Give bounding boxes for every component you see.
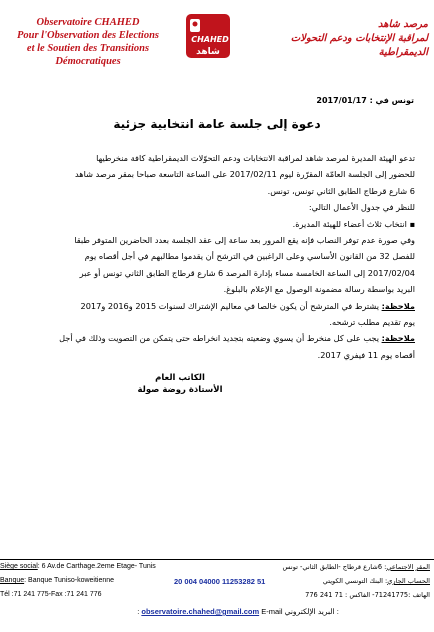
note-2-label: ملاحظة:: [381, 333, 415, 344]
org-tagline-fr-3: Démocratiques: [55, 56, 121, 67]
agenda-item-text: انتخاب ثلاث أعضاء للهيئة المديرة.: [292, 218, 407, 229]
note-1: [20, 298, 415, 314]
body-line: أقصاه يوم 11 فيفري 2017.: [317, 349, 415, 360]
signature-block: [110, 372, 250, 396]
agenda-item: [20, 216, 415, 232]
note-1-label: ملاحظة:: [381, 300, 415, 311]
footer-siege-value: : 6 Av.de Carthage.2eme Etage- Tunis: [37, 563, 156, 570]
logo-text-latin: CHAHED: [191, 35, 229, 44]
note-2-text: يجب على كل منخرط أن يسوي وضعيته بتجديد انخراطه حتى يتمكن من التصويت وذلك في أجل: [59, 333, 379, 344]
footer-ar-hq-value: : 6شارع قرطاج -الطابق الثاني- تونس: [282, 563, 387, 571]
footer-email: [88, 607, 388, 616]
footer-ar-account: [323, 577, 430, 585]
body-line: البريد بواسطة رسالة مضمونة الوصول مع الإعلام بالبلوغ.: [223, 284, 415, 295]
footer-ar-phone: الهاتف :71241775- الفاكس : 71 241 776: [305, 591, 430, 599]
note-1-text: يشترط في المترشح أن يكون خالصا في معاليم الإشتراك لسنوات 2015 و2016 و2017: [80, 300, 379, 311]
footer-banque: [0, 577, 114, 584]
footer-ar-hq-label: المقر الاجتماعي: [386, 563, 430, 571]
footer-divider: [0, 559, 434, 560]
footer-tel: Tél :71 241 775-Fax :71 241 776: [0, 591, 102, 598]
document-title: دعوة إلى جلسة عامة انتخابية جزئية: [113, 117, 321, 131]
org-tagline-fr-1: Pour l'Observation des Elections: [16, 30, 160, 41]
footer-email-link[interactable]: observatoire.chahed@gmail.com: [141, 607, 260, 616]
letter-body: [20, 150, 415, 363]
body-line: 6 شارع قرطاج الطابق الثاني تونس، تونس.: [267, 185, 415, 196]
footer-siege: [0, 563, 156, 570]
footer-ar-account-value: : البنك التونسي الكويتي: [322, 577, 388, 585]
logo-text-arabic: شاهد: [196, 47, 220, 57]
body-line: تدعو الهيئة المديرة لمرصد شاهد لمراقبة الانتخابات ودعم التحوّلات الديمقراطية كافة منخرطيها: [96, 153, 415, 163]
body-line: للحضور إلى الجلسة العامّة المقرّرة ليوم 2017/02/11 على الساعة التاسعة صباحا بمقر مرصد شاهد: [75, 169, 415, 180]
body-line: للنظر في جدول الأعمال التالي:: [308, 202, 415, 213]
chahed-logo: [184, 12, 232, 60]
footer-banque-label: Banque: [0, 577, 25, 584]
header-arabic-block: [246, 18, 428, 60]
org-tagline-ar-1: لمراقبة الإنتخابات ودعم التحولات: [290, 33, 428, 44]
footer-siege-label: Siège social: [0, 563, 38, 570]
body-line: للفصل 32 من القانون الأساسي وعلى الراغبين في الترشح أن يقدموا مطالبهم في أجل أقصاه يوم: [84, 251, 415, 262]
org-name-fr: Observatoire CHAHED: [36, 17, 140, 28]
footer-bank-number: 20 004 04000 11253282 51: [174, 577, 266, 586]
org-tagline-ar-2: الديمقراطية: [378, 47, 428, 58]
body-line: 2017/02/04 إلى الساعة الخامسة مساء بإدارة المرصد 6 شارع قرطاج الطابق الثاني تونس أو عبر: [79, 267, 415, 278]
body-line: وفي صورة عدم توفر النصاب فإنه يقع المرور بعد ساعة إلى عقد الجلسة بعدد الحاضرين المتوفر طبقا: [74, 235, 415, 246]
org-tagline-fr-2: et le Soutien des Transitions: [26, 43, 150, 54]
header-french-block: [0, 16, 176, 68]
bullet-icon: ▪: [406, 218, 415, 229]
signature-role: الكاتب العام: [155, 373, 205, 383]
note-2: [20, 330, 415, 346]
org-name-ar: مرصد شاهد: [377, 19, 428, 30]
footer-email-ar-label: : البريد الإلكتروني: [284, 607, 339, 616]
footer: [0, 563, 434, 623]
footer-email-label: E-mail :: [137, 607, 283, 616]
footer-ar-hq: [282, 563, 430, 571]
body-line: يوم تقديم مطلب ترشحه.: [329, 317, 415, 328]
document-date: تونس في : 2017/01/17: [316, 96, 414, 105]
footer-ar-account-label: الحساب الجاري: [387, 577, 430, 585]
signature-name: الأستاذة روضة صولة: [137, 385, 223, 395]
footer-banque-value: : Banque Tuniso-koweitienne: [24, 577, 115, 584]
